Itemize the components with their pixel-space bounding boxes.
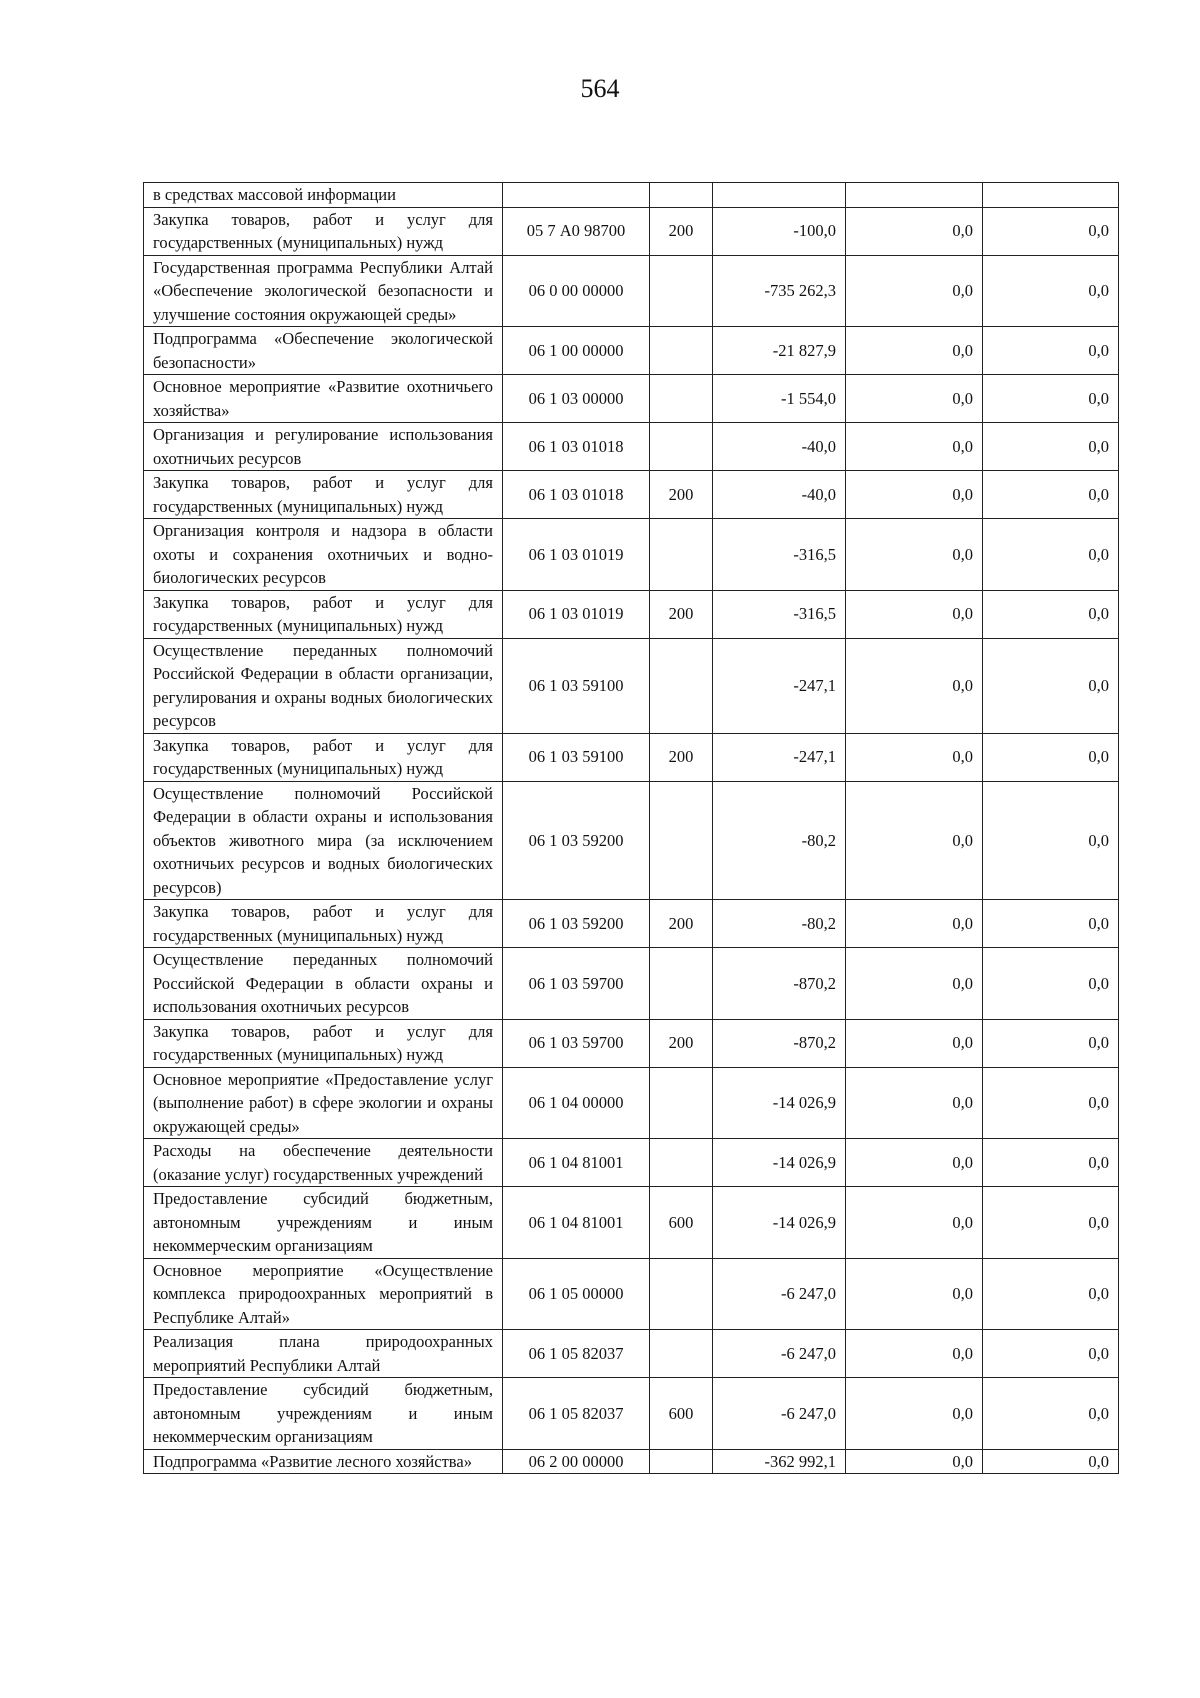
table-row (144, 733, 1119, 781)
table-row (144, 1258, 1119, 1330)
row-name-cell: в средствах массовой информации (144, 183, 503, 208)
row-amount-1-cell (713, 183, 846, 208)
table-row (144, 1139, 1119, 1187)
row-name-cell: Закупка товаров, работ и услуг для государственных (муниципальных) нужд (144, 590, 503, 638)
table-row (144, 1187, 1119, 1259)
row-code-cell: 06 1 05 00000 (503, 1258, 650, 1330)
row-amount-2-cell: 0,0 (846, 900, 983, 948)
row-amount-1-cell: -1 554,0 (713, 375, 846, 423)
row-code-cell: 06 1 03 59700 (503, 948, 650, 1020)
table-row (144, 1330, 1119, 1378)
row-name-cell: Основное мероприятие «Развитие охотничьего хозяйства» (144, 375, 503, 423)
table-row (144, 900, 1119, 948)
budget-table (143, 182, 1119, 1474)
row-name-cell: Реализация плана природоохранных мероприятий Республики Алтай (144, 1330, 503, 1378)
row-expense-type-cell: 200 (650, 590, 713, 638)
row-name-cell: Закупка товаров, работ и услуг для государственных (муниципальных) нужд (144, 1019, 503, 1067)
row-code-cell: 06 1 03 59200 (503, 781, 650, 900)
row-code-cell: 06 1 04 81001 (503, 1139, 650, 1187)
row-amount-2-cell: 0,0 (846, 781, 983, 900)
row-amount-1-cell: -6 247,0 (713, 1330, 846, 1378)
row-expense-type-cell (650, 1258, 713, 1330)
row-name-cell: Организация и регулирование использования охотничьих ресурсов (144, 423, 503, 471)
row-expense-type-cell (650, 1449, 713, 1474)
row-name-cell: Предоставление субсидий бюджетным, автономным учреждениям и иным некоммерческим организациям (144, 1378, 503, 1450)
table-row (144, 590, 1119, 638)
table-row (144, 471, 1119, 519)
row-amount-1-cell: -247,1 (713, 733, 846, 781)
row-code-cell: 06 1 03 59100 (503, 733, 650, 781)
row-expense-type-cell (650, 375, 713, 423)
row-amount-1-cell: -21 827,9 (713, 327, 846, 375)
row-code-cell: 06 1 03 01018 (503, 423, 650, 471)
row-name-cell: Основное мероприятие «Предоставление услуг (выполнение работ) в сфере экологии и охраны окружающей среды» (144, 1067, 503, 1139)
row-amount-2-cell: 0,0 (846, 423, 983, 471)
row-name-cell: Осуществление полномочий Российской Федерации в области охраны и использования объектов животного мира (за исключением охотничьих ресурсов и водных биологических ресурсов) (144, 781, 503, 900)
table-row (144, 183, 1119, 208)
row-name-cell: Расходы на обеспечение деятельности (оказание услуг) государственных учреждений (144, 1139, 503, 1187)
row-code-cell: 06 2 00 00000 (503, 1449, 650, 1474)
table-row (144, 948, 1119, 1020)
row-code-cell: 06 1 03 59700 (503, 1019, 650, 1067)
row-code-cell: 06 1 03 01019 (503, 590, 650, 638)
row-code-cell: 06 1 04 81001 (503, 1187, 650, 1259)
row-name-cell: Основное мероприятие «Осуществление комплекса природоохранных мероприятий в Республике Алтай» (144, 1258, 503, 1330)
row-amount-1-cell: -6 247,0 (713, 1258, 846, 1330)
row-amount-2-cell: 0,0 (846, 207, 983, 255)
row-code-cell: 06 1 04 00000 (503, 1067, 650, 1139)
row-code-cell: 06 0 00 00000 (503, 255, 650, 327)
row-amount-3-cell: 0,0 (983, 900, 1119, 948)
table-row (144, 638, 1119, 733)
row-name-cell: Осуществление переданных полномочий Российской Федерации в области охраны и использования охотничьих ресурсов (144, 948, 503, 1020)
row-expense-type-cell: 600 (650, 1187, 713, 1259)
row-code-cell: 06 1 03 59100 (503, 638, 650, 733)
row-amount-1-cell: -100,0 (713, 207, 846, 255)
row-expense-type-cell (650, 327, 713, 375)
row-name-cell: Закупка товаров, работ и услуг для государственных (муниципальных) нужд (144, 733, 503, 781)
row-expense-type-cell (650, 948, 713, 1020)
table-row (144, 255, 1119, 327)
page-number: 564 (580, 74, 620, 103)
row-name-cell: Государственная программа Республики Алтай «Обеспечение экологической безопасности и улучшение состояния окружающей среды» (144, 255, 503, 327)
row-expense-type-cell: 200 (650, 733, 713, 781)
row-amount-1-cell: -80,2 (713, 781, 846, 900)
table-row (144, 519, 1119, 591)
row-expense-type-cell (650, 1067, 713, 1139)
row-amount-1-cell: -14 026,9 (713, 1187, 846, 1259)
row-expense-type-cell (650, 1330, 713, 1378)
row-amount-2-cell: 0,0 (846, 590, 983, 638)
row-amount-2-cell: 0,0 (846, 1139, 983, 1187)
row-name-cell: Предоставление субсидий бюджетным, автономным учреждениям и иным некоммерческим организациям (144, 1187, 503, 1259)
row-amount-1-cell: -316,5 (713, 590, 846, 638)
row-amount-2-cell: 0,0 (846, 1330, 983, 1378)
table-row (144, 781, 1119, 900)
row-expense-type-cell: 200 (650, 207, 713, 255)
table-row (144, 423, 1119, 471)
row-amount-3-cell: 0,0 (983, 1139, 1119, 1187)
row-amount-3-cell: 0,0 (983, 1378, 1119, 1450)
row-code-cell: 06 1 05 82037 (503, 1378, 650, 1450)
table-row (144, 1019, 1119, 1067)
row-name-cell: Организация контроля и надзора в области охоты и сохранения охотничьих и водно-биологических ресурсов (144, 519, 503, 591)
row-amount-1-cell: -870,2 (713, 1019, 846, 1067)
row-code-cell: 06 1 03 01018 (503, 471, 650, 519)
row-amount-3-cell: 0,0 (983, 423, 1119, 471)
row-amount-3-cell: 0,0 (983, 375, 1119, 423)
row-amount-2-cell: 0,0 (846, 1258, 983, 1330)
row-amount-1-cell: -14 026,9 (713, 1139, 846, 1187)
row-amount-1-cell: -362 992,1 (713, 1449, 846, 1474)
table-row (144, 1378, 1119, 1450)
table-row (144, 1067, 1119, 1139)
row-expense-type-cell (650, 519, 713, 591)
row-amount-1-cell: -80,2 (713, 900, 846, 948)
row-amount-1-cell: -870,2 (713, 948, 846, 1020)
row-amount-3-cell: 0,0 (983, 1187, 1119, 1259)
row-code-cell: 06 1 00 00000 (503, 327, 650, 375)
row-expense-type-cell (650, 781, 713, 900)
row-name-cell: Подпрограмма «Развитие лесного хозяйства» (144, 1449, 503, 1474)
row-amount-2-cell: 0,0 (846, 471, 983, 519)
row-amount-2-cell: 0,0 (846, 375, 983, 423)
row-amount-2-cell: 0,0 (846, 638, 983, 733)
row-amount-1-cell: -316,5 (713, 519, 846, 591)
row-amount-3-cell: 0,0 (983, 1258, 1119, 1330)
row-code-cell: 05 7 А0 98700 (503, 207, 650, 255)
row-amount-2-cell: 0,0 (846, 733, 983, 781)
row-amount-1-cell: -735 262,3 (713, 255, 846, 327)
row-amount-2-cell: 0,0 (846, 255, 983, 327)
row-amount-2-cell: 0,0 (846, 1378, 983, 1450)
row-amount-2-cell: 0,0 (846, 1019, 983, 1067)
table-row (144, 327, 1119, 375)
row-amount-2-cell: 0,0 (846, 327, 983, 375)
row-amount-2-cell (846, 183, 983, 208)
row-amount-2-cell: 0,0 (846, 948, 983, 1020)
row-amount-3-cell: 0,0 (983, 207, 1119, 255)
row-amount-3-cell: 0,0 (983, 255, 1119, 327)
row-amount-3-cell: 0,0 (983, 1330, 1119, 1378)
row-name-cell: Закупка товаров, работ и услуг для государственных (муниципальных) нужд (144, 207, 503, 255)
row-amount-1-cell: -247,1 (713, 638, 846, 733)
row-amount-1-cell: -14 026,9 (713, 1067, 846, 1139)
row-code-cell: 06 1 03 59200 (503, 900, 650, 948)
row-amount-3-cell: 0,0 (983, 1019, 1119, 1067)
row-expense-type-cell: 600 (650, 1378, 713, 1450)
row-amount-3-cell: 0,0 (983, 471, 1119, 519)
row-code-cell (503, 183, 650, 208)
table-row (144, 207, 1119, 255)
table-row (144, 375, 1119, 423)
row-amount-2-cell: 0,0 (846, 1449, 983, 1474)
row-amount-2-cell: 0,0 (846, 1067, 983, 1139)
row-code-cell: 06 1 03 01019 (503, 519, 650, 591)
row-amount-3-cell: 0,0 (983, 948, 1119, 1020)
row-amount-3-cell (983, 183, 1119, 208)
row-amount-1-cell: -40,0 (713, 471, 846, 519)
row-amount-1-cell: -6 247,0 (713, 1378, 846, 1450)
row-expense-type-cell: 200 (650, 1019, 713, 1067)
row-amount-3-cell: 0,0 (983, 1449, 1119, 1474)
row-name-cell: Подпрограмма «Обеспечение экологической безопасности» (144, 327, 503, 375)
row-code-cell: 06 1 03 00000 (503, 375, 650, 423)
row-amount-3-cell: 0,0 (983, 1067, 1119, 1139)
row-expense-type-cell (650, 1139, 713, 1187)
row-expense-type-cell (650, 255, 713, 327)
row-expense-type-cell (650, 638, 713, 733)
row-amount-2-cell: 0,0 (846, 519, 983, 591)
row-code-cell: 06 1 05 82037 (503, 1330, 650, 1378)
row-name-cell: Закупка товаров, работ и услуг для государственных (муниципальных) нужд (144, 471, 503, 519)
row-name-cell: Закупка товаров, работ и услуг для государственных (муниципальных) нужд (144, 900, 503, 948)
row-amount-3-cell: 0,0 (983, 733, 1119, 781)
row-name-cell: Осуществление переданных полномочий Российской Федерации в области организации, регулирования и охраны водных биологических ресурсов (144, 638, 503, 733)
row-amount-3-cell: 0,0 (983, 327, 1119, 375)
row-expense-type-cell (650, 183, 713, 208)
row-amount-3-cell: 0,0 (983, 519, 1119, 591)
table-row (144, 1449, 1119, 1474)
row-expense-type-cell (650, 423, 713, 471)
row-amount-2-cell: 0,0 (846, 1187, 983, 1259)
row-expense-type-cell: 200 (650, 471, 713, 519)
row-expense-type-cell: 200 (650, 900, 713, 948)
table-body (144, 183, 1119, 1474)
row-amount-3-cell: 0,0 (983, 781, 1119, 900)
row-amount-1-cell: -40,0 (713, 423, 846, 471)
row-amount-3-cell: 0,0 (983, 590, 1119, 638)
row-amount-3-cell: 0,0 (983, 638, 1119, 733)
